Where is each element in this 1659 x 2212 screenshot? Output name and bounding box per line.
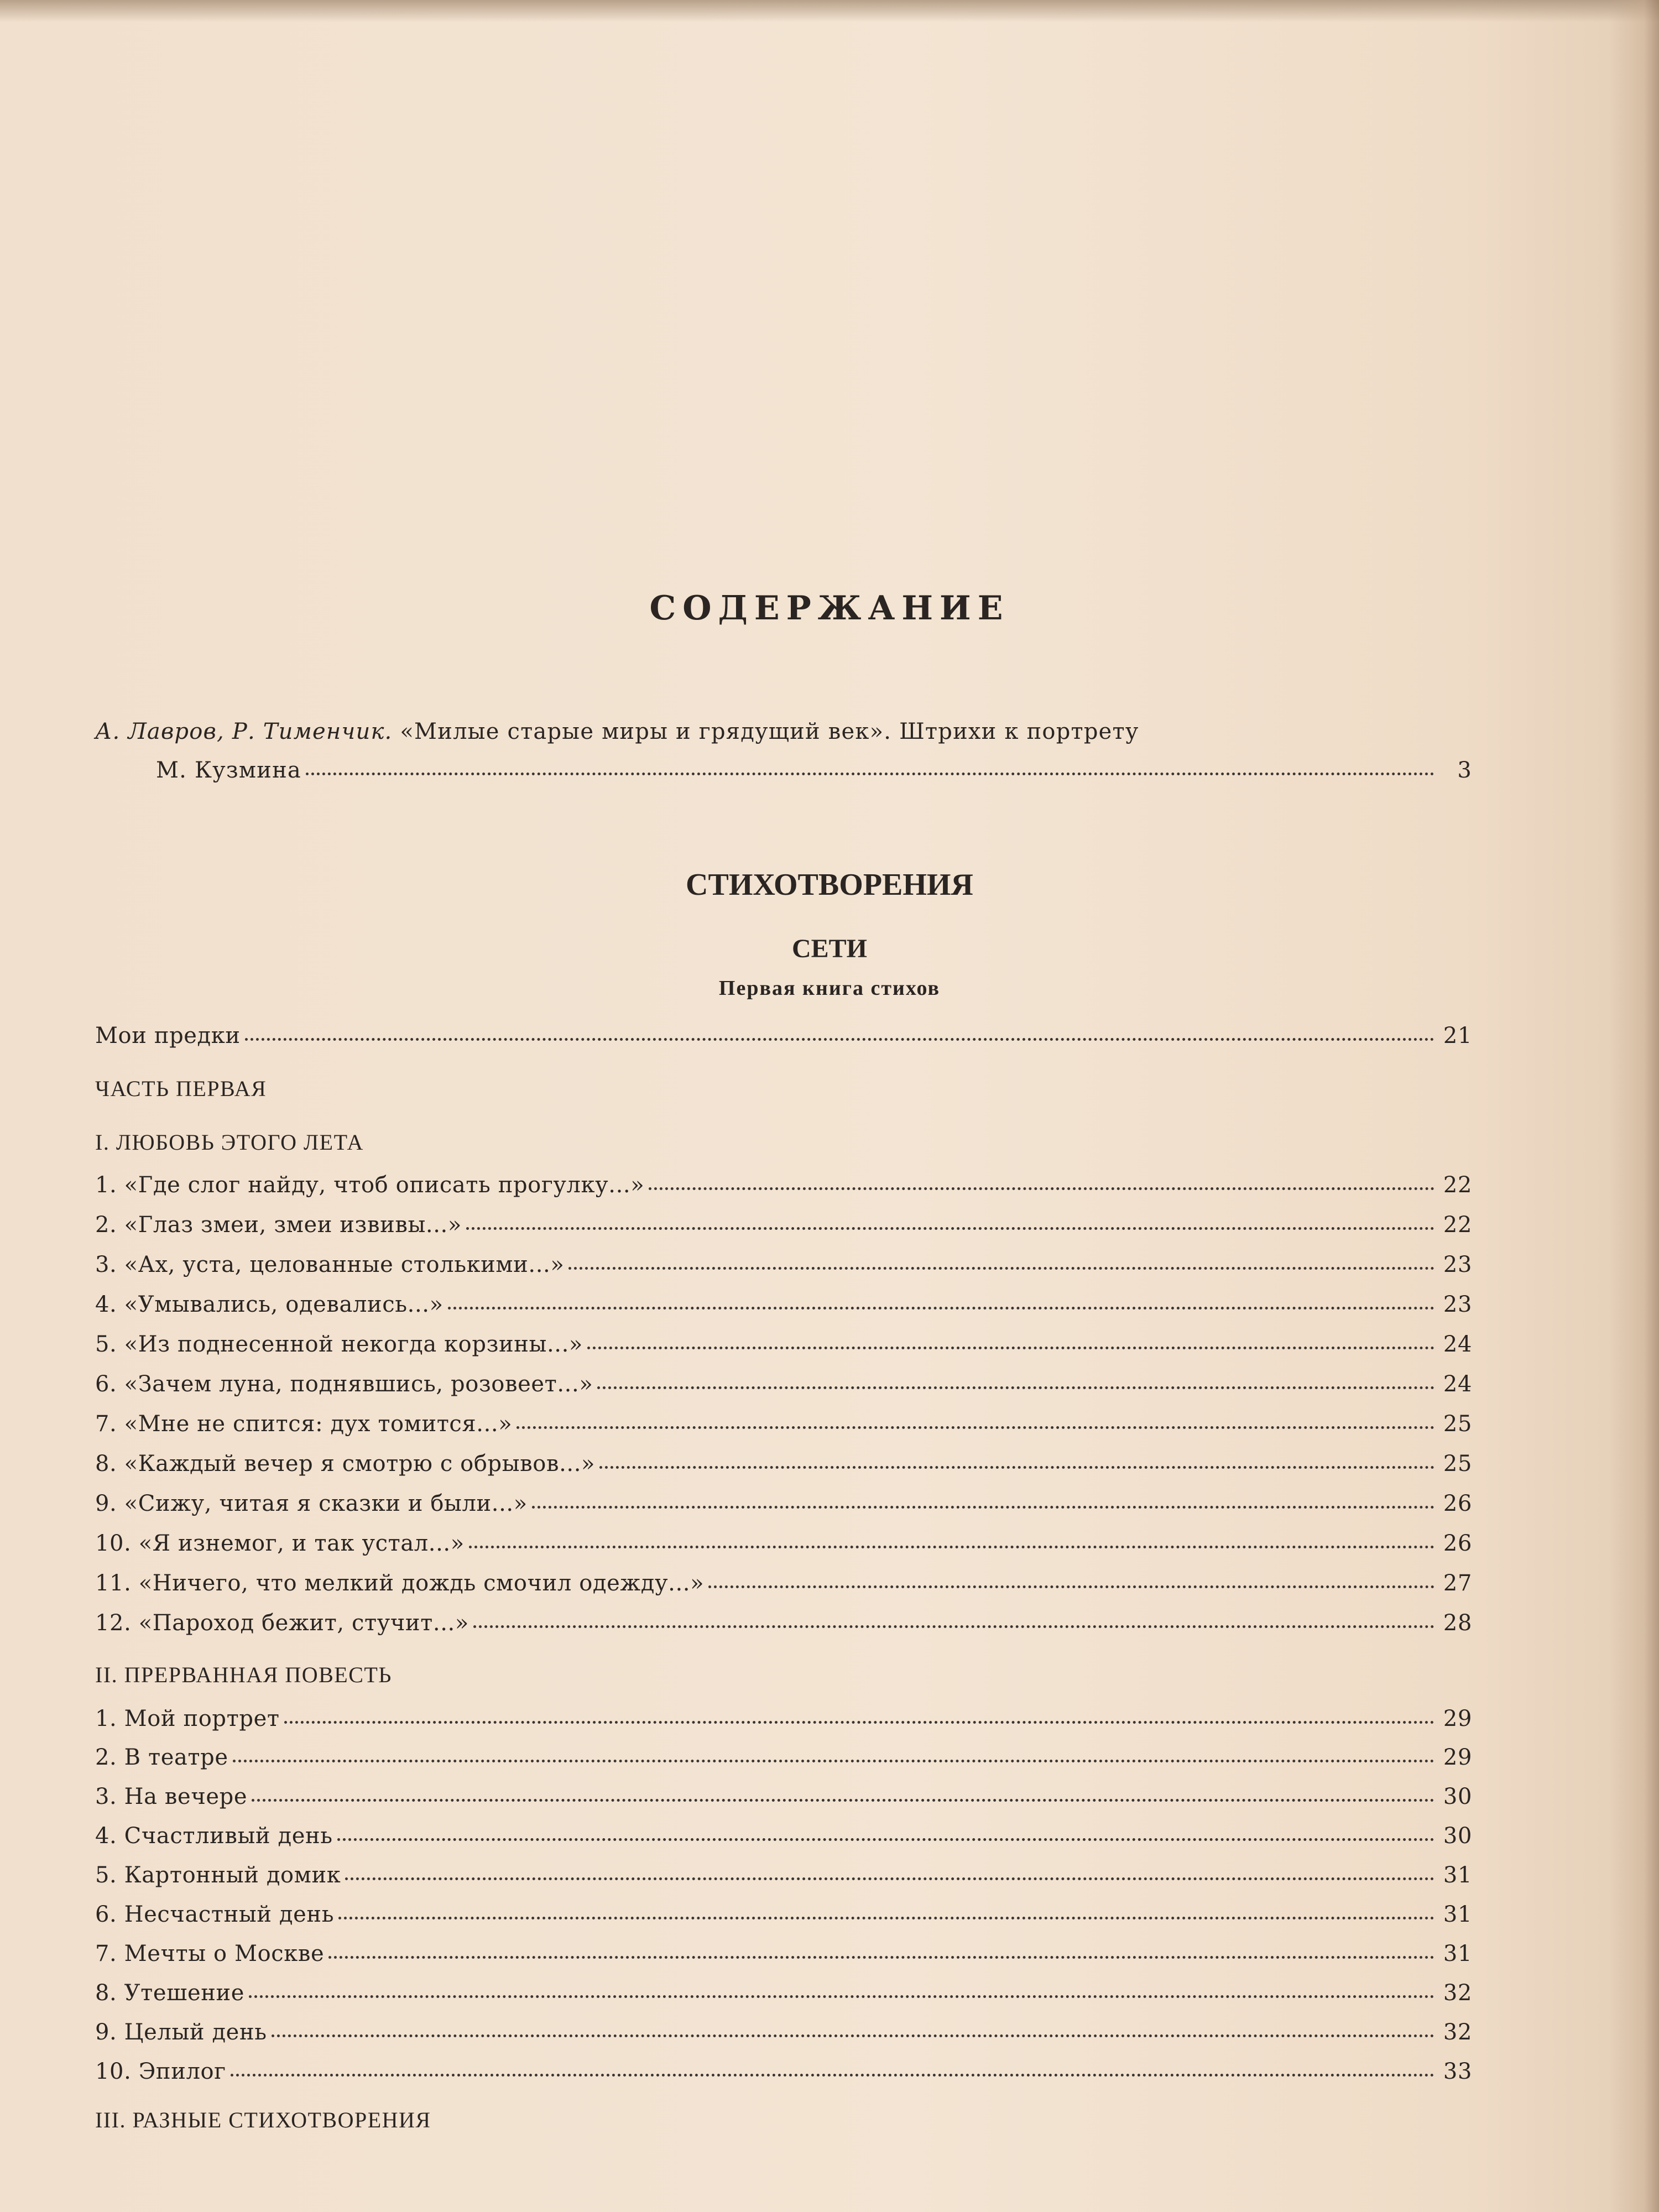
toc-row (95, 2059, 1472, 2088)
toc-row (95, 1941, 1472, 1970)
toc-entry-title: 3. «Ах, уста, целованные столькими...» (95, 1252, 565, 1277)
toc-entry-title: 3. На вечере (95, 1784, 248, 1809)
toc-entry-title: 7. Мечты о Москве (95, 1941, 325, 1966)
toc-row (95, 1980, 1472, 2009)
toc-entry-title: 5. «Из поднесенной некогда корзины...» (95, 1332, 583, 1357)
intro-authors: А. Лавров, Р. Тименчик. (95, 719, 393, 744)
page-right-edge (1609, 0, 1659, 2212)
toc-entry-title: 10. «Я изнемог, и так устал...» (95, 1531, 465, 1556)
dot-leader (272, 2021, 1434, 2037)
dot-leader (517, 1413, 1434, 1429)
toc-entry-title: 6. «Зачем луна, поднявшись, розовеет...» (95, 1371, 593, 1397)
dot-leader (306, 759, 1434, 775)
toc-entry-title: 12. «Пароход бежит, стучит...» (95, 1610, 469, 1636)
dot-leader (649, 1174, 1434, 1190)
toc-row (95, 1292, 1472, 1321)
toc-row (95, 1531, 1472, 1559)
toc-page-number: 28 (1443, 1610, 1472, 1636)
section-title: СТИХОТВОРЕНИЯ (686, 868, 973, 902)
page-title: СОДЕРЖАНИЕ (649, 589, 1010, 628)
dot-leader (532, 1493, 1434, 1509)
toc-row (95, 1212, 1472, 1241)
toc-section-heading: I. ЛЮБОВЬ ЭТОГО ЛЕТА (95, 1130, 364, 1155)
toc-section-heading: ЧАСТЬ ПЕРВАЯ (95, 1076, 267, 1101)
intro-text: «Милые старые миры и грядущий век». Штрихи к портрету (400, 719, 1139, 744)
toc-entry-title: 5. Картонный домик (95, 1863, 341, 1888)
toc-page-number: 31 (1443, 1863, 1472, 1888)
dot-leader (231, 2060, 1434, 2077)
toc-row (95, 1823, 1472, 1852)
toc-entry-title: 2. «Глаз змеи, змеи извивы...» (95, 1212, 462, 1238)
dot-leader (249, 1982, 1434, 1998)
toc-entry-title: 2. В театре (95, 1745, 228, 1770)
toc-page-number: 21 (1443, 1023, 1472, 1048)
dot-leader (284, 1708, 1434, 1724)
toc-entry-title: 8. Утешение (95, 1980, 245, 2006)
toc-page-number: 32 (1443, 2020, 1472, 2045)
toc-page-number: 26 (1443, 1531, 1472, 1556)
dot-leader (568, 1254, 1434, 1270)
toc-row (95, 1706, 1472, 1735)
toc-page-number: 30 (1443, 1823, 1472, 1849)
book-title: СЕТИ (791, 934, 868, 963)
intro-entry-line2 (156, 758, 1472, 785)
page-top-edge (0, 0, 1659, 22)
toc-entry-title: 11. «Ничего, что мелкий дождь смочил одежду...» (95, 1571, 705, 1596)
toc-page-number: 23 (1443, 1252, 1472, 1277)
toc-entry-title: 9. «Сижу, читая я сказки и были...» (95, 1491, 528, 1516)
toc-page-number: 25 (1443, 1451, 1472, 1477)
dot-leader (337, 1825, 1434, 1841)
toc-page-number: 26 (1443, 1491, 1472, 1516)
dot-leader (233, 1746, 1434, 1762)
toc-row (95, 1491, 1472, 1520)
toc-row (95, 1784, 1472, 1813)
toc-section-heading: III. РАЗНЫЕ СТИХОТВОРЕНИЯ (95, 2107, 431, 2132)
toc-entry-title: 10. Эпилог (95, 2059, 226, 2084)
dot-leader (597, 1373, 1434, 1389)
toc-row (95, 1902, 1472, 1931)
toc-row (95, 1745, 1472, 1773)
toc-page-number: 31 (1443, 1902, 1472, 1927)
dot-leader (599, 1453, 1434, 1469)
toc-entry-title: 4. Счастливый день (95, 1823, 333, 1849)
toc-page-number: 29 (1443, 1706, 1472, 1731)
intro-entry-line1 (95, 719, 1378, 744)
toc-row (95, 1411, 1472, 1440)
dot-leader (252, 1786, 1434, 1802)
dot-leader (338, 1903, 1434, 1919)
toc-row (95, 1371, 1472, 1400)
toc-row (95, 1172, 1472, 1201)
toc-row (95, 1610, 1472, 1639)
toc-page-number: 24 (1443, 1332, 1472, 1357)
toc-entry-title: Мои предки (95, 1023, 241, 1048)
toc-entry-title: 1. Мой портрет (95, 1706, 280, 1731)
toc-page-number: 31 (1443, 1941, 1472, 1966)
dot-leader (245, 1025, 1434, 1041)
book-subtitle: Первая книга стихов (718, 977, 941, 1000)
toc-entry-title: 8. «Каждый вечер я смотрю с обрывов...» (95, 1451, 596, 1477)
toc-page-number: 27 (1443, 1571, 1472, 1596)
toc-row (95, 1023, 1472, 1052)
dot-leader (708, 1572, 1434, 1588)
toc-page-number: 25 (1443, 1411, 1472, 1437)
toc-row (95, 1332, 1472, 1360)
toc-entry-title: 1. «Где слог найду, чтоб описать прогулку...» (95, 1172, 645, 1198)
toc-row (95, 1863, 1472, 1891)
intro-line2: М. Кузмина (156, 758, 301, 783)
dot-leader (448, 1293, 1434, 1310)
toc-entry-title: 7. «Мне не спится: дух томится...» (95, 1411, 513, 1437)
toc-page-number: 22 (1443, 1172, 1472, 1198)
toc-row (95, 1252, 1472, 1281)
intro-page-number: 3 (1457, 758, 1472, 783)
toc-entry-title: 9. Целый день (95, 2020, 267, 2045)
toc-page-number: 29 (1443, 1745, 1472, 1770)
dot-leader (345, 1864, 1434, 1880)
toc-row (95, 2020, 1472, 2048)
dot-leader (473, 1612, 1434, 1628)
toc-row (95, 1451, 1472, 1480)
toc-section-heading: II. ПРЕРВАННАЯ ПОВЕСТЬ (95, 1662, 392, 1687)
toc-page-number: 30 (1443, 1784, 1472, 1809)
toc-entry-title: 4. «Умывались, одевались...» (95, 1292, 444, 1317)
toc-page-number: 23 (1443, 1292, 1472, 1317)
toc-page-number: 24 (1443, 1371, 1472, 1397)
dot-leader (469, 1532, 1434, 1548)
toc-page-number: 22 (1443, 1212, 1472, 1238)
dot-leader (328, 1943, 1434, 1959)
toc-row (95, 1571, 1472, 1599)
toc-entry-title: 6. Несчастный день (95, 1902, 335, 1927)
toc-page-number: 33 (1443, 2059, 1472, 2084)
dot-leader (587, 1333, 1434, 1349)
toc-page-number: 32 (1443, 1980, 1472, 2006)
dot-leader (466, 1214, 1434, 1230)
